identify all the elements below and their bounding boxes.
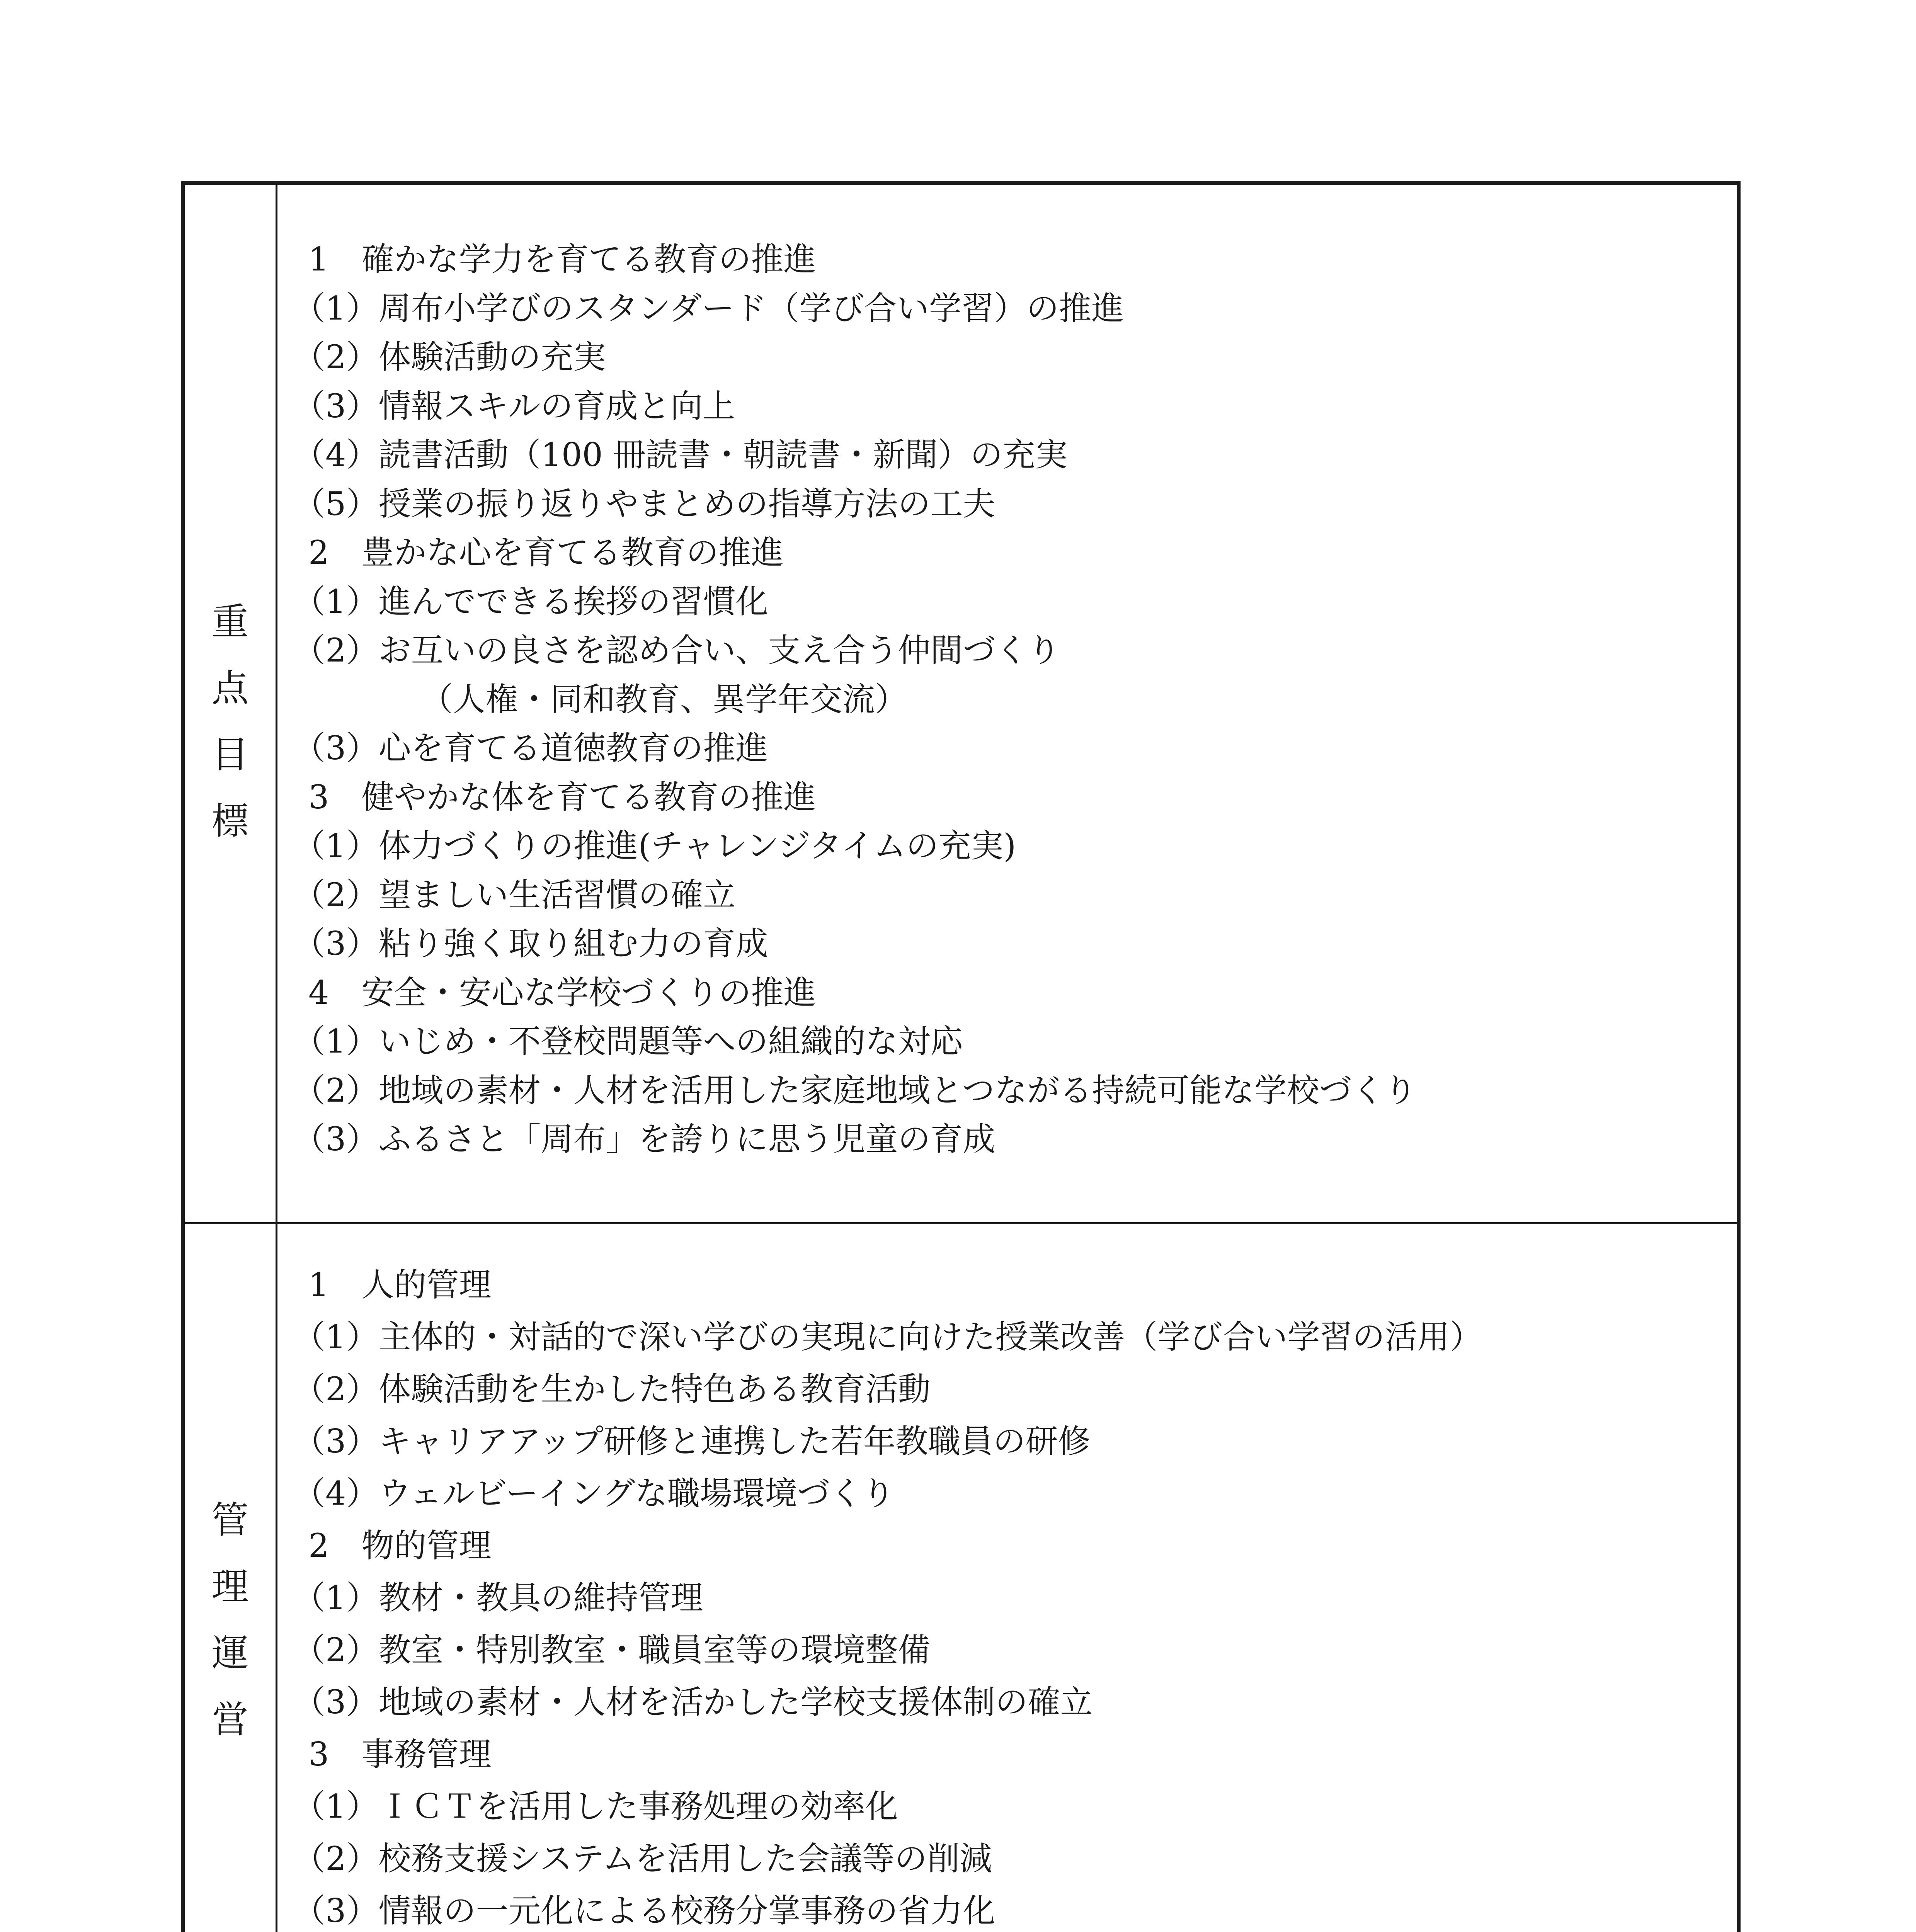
management-item: （1）主体的・対話的で深い学びの実現に向けた授業改善（学び合い学習の活用）	[293, 1318, 1482, 1356]
management-heading: 2 物的管理	[308, 1527, 492, 1565]
goal-heading: 4 安全・安心な学校づくりの推進	[308, 973, 816, 1012]
goal-item: （5）授業の振り返りやまとめの指導方法の工夫	[293, 485, 995, 523]
goal-item: （2）望ましい生活習慣の確立	[293, 876, 736, 914]
goal-item: （1）いじめ・不登校問題等への組織的な対応	[293, 1022, 963, 1060]
management-item: （1）ＩＣＴを活用した事務処理の効率化	[293, 1787, 898, 1825]
goal-item: （1）体力づくりの推進(チャレンジタイムの充実)	[293, 827, 1016, 865]
goal-item: （4）読書活動（100 冊読書・朝読書・新聞）の充実	[293, 436, 1068, 474]
label-cell-priority-goals	[185, 185, 277, 1222]
content-cell-management	[293, 1259, 1721, 1932]
management-item: （2）校務支援システムを活用した会議等の削減	[293, 1840, 992, 1878]
goal-item: （3）粘り強く取り組む力の育成	[293, 925, 768, 963]
management-item: （1）教材・教具の維持管理	[293, 1579, 703, 1617]
label-cell-management	[185, 1224, 277, 1932]
goal-item-continuation: （人権・同和教育、異学年交流）	[420, 680, 908, 718]
section-priority-goals	[185, 185, 1737, 1224]
management-heading: 3 事務管理	[308, 1735, 492, 1773]
management-item: （2）体験活動を生かした特色ある教育活動	[293, 1370, 931, 1408]
vertical-label-management: 管 理 運 営	[211, 1498, 249, 1741]
goal-item: （3）心を育てる道徳教育の推進	[293, 729, 768, 767]
vertical-label-priority-goals: 重 点 目 標	[211, 600, 249, 843]
goal-item: （2）体験活動の充実	[293, 338, 606, 376]
goal-heading: 3 健やかな体を育てる教育の推進	[308, 778, 816, 816]
section-management	[185, 1224, 1737, 1932]
management-item: （3）情報の一元化による校務分掌事務の省力化	[293, 1892, 995, 1930]
content-cell-priority-goals	[293, 235, 1721, 1164]
goal-item: （3）ふるさと「周布」を誇りに思う児童の育成	[293, 1120, 995, 1158]
management-heading: 1 人的管理	[308, 1266, 492, 1304]
goal-item: （2）地域の素材・人材を活用した家庭地域とつながる持続可能な学校づくり	[293, 1071, 1417, 1109]
goal-item: （1）周布小学びのスタンダード（学び合い学習）の推進	[293, 289, 1124, 327]
goal-item: （2）お互いの良さを認め合い、支え合う仲間づくり	[293, 631, 1060, 669]
goal-item: （3）情報スキルの育成と向上	[293, 387, 735, 425]
goal-item: （1）進んでできる挨拶の習慣化	[293, 582, 768, 621]
school-plan-table	[181, 181, 1741, 1932]
management-item: （4）ウェルビーイングな職場環境づくり	[293, 1475, 895, 1512]
management-item: （3）地域の素材・人材を活かした学校支援体制の確立	[293, 1683, 1093, 1721]
management-item: （3）キャリアアップ研修と連携した若年教職員の研修	[293, 1422, 1091, 1460]
goal-heading: 1 確かな学力を育てる教育の推進	[308, 240, 816, 278]
goal-heading: 2 豊かな心を育てる教育の推進	[308, 534, 784, 571]
management-item: （2）教室・特別教室・職員室等の環境整備	[293, 1631, 931, 1669]
